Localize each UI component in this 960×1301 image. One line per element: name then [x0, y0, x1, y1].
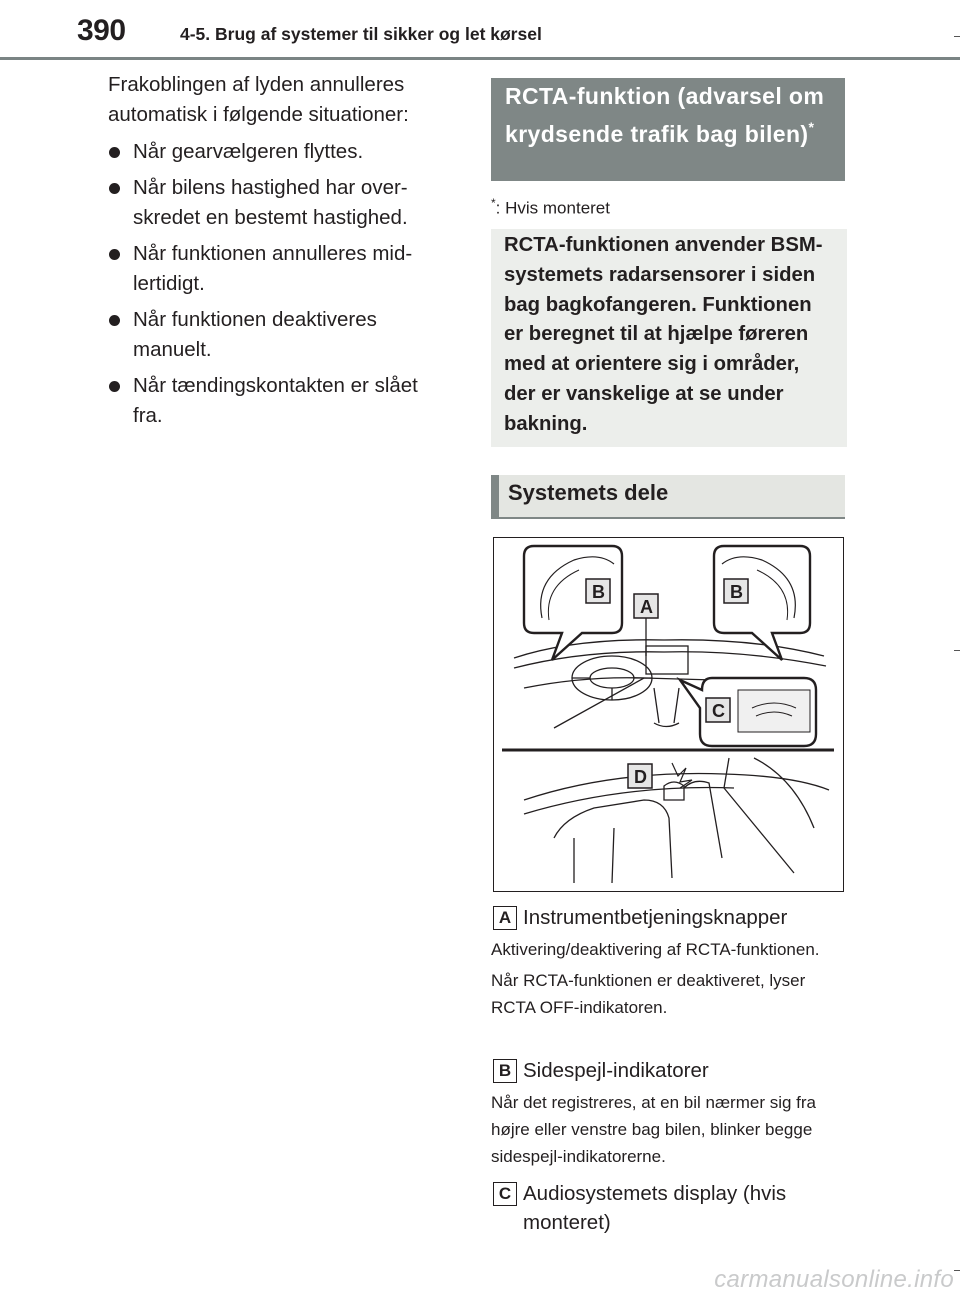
crop-mark	[954, 650, 960, 651]
part-letter-box: B	[493, 1059, 517, 1083]
page-number: 390	[77, 14, 126, 47]
part-a	[491, 903, 851, 1021]
intro-paragraph: Frakoblingen af lyden annulleres automatisk i følgende situationer:	[108, 73, 409, 126]
bullet-icon	[109, 249, 120, 260]
footnote-marker: *	[808, 119, 815, 135]
footnote: *: Hvis monteret	[491, 196, 610, 218]
part-title: Instrumentbetjeningsknapper	[523, 906, 788, 929]
label-a: A	[640, 597, 653, 617]
crop-mark	[954, 1270, 960, 1271]
part-title: Audiosystemets display (hvis monteret)	[523, 1182, 787, 1234]
part-description: Aktivering/deaktivering af RCTA-funktionen.	[491, 940, 820, 959]
watermark: carmanualsonline.info	[714, 1266, 954, 1293]
crop-mark	[954, 36, 960, 37]
part-letter-box: C	[493, 1182, 517, 1206]
list-item: Når funktionen annulleres midlertidigt.	[108, 239, 453, 299]
cancel-conditions-list	[108, 137, 453, 431]
rcta-title: RCTA-funktion (advarsel om krydsende trafik bag bilen)	[505, 83, 825, 147]
bullet-icon	[109, 315, 120, 326]
chapter-title: 4-5. Brug af systemer til sikker og let kørsel	[180, 24, 542, 44]
rcta-summary: RCTA-funktionen anvender BSM-systemets radarsensorer i siden bag bagkofangeren. Funktionen er beregnet til at hjælpe føreren med at orientere sig i områder, der er vanskelige at se under bakning.	[491, 229, 847, 447]
page-header	[0, 0, 960, 66]
part-description: Når det registreres, at en bil nærmer sig fra højre eller venstre bag bilen, blinker begge sidespejl-indikatorerne.	[491, 1093, 817, 1166]
section-heading: Systemets dele	[491, 475, 845, 519]
rcta-title-box	[491, 78, 845, 181]
label-b-right: B	[730, 582, 743, 602]
list-item: Når funktionen deaktiveres manuelt.	[108, 305, 453, 365]
list-item: Når gearvælgeren flyttes.	[108, 137, 453, 167]
list-item: Når tændingskontakten er slået fra.	[108, 371, 453, 431]
part-title: Sidespejl-indikatorer	[523, 1059, 709, 1082]
car-interior-drawing	[494, 538, 842, 890]
system-components-illustration	[493, 537, 844, 892]
list-item: Når bilens hastighed har overskredet en bestemt hastighed.	[108, 173, 453, 233]
part-b	[491, 1056, 851, 1170]
label-c: C	[712, 701, 725, 721]
part-letter-box: A	[493, 906, 517, 930]
bullet-icon	[109, 381, 120, 392]
header-divider	[0, 57, 960, 60]
bullet-icon	[109, 183, 120, 194]
bullet-icon	[109, 147, 120, 158]
left-column	[108, 70, 453, 437]
part-c	[491, 1179, 851, 1237]
part-description: Når RCTA-funktionen er deaktiveret, lyser RCTA OFF-indikatoren.	[491, 971, 806, 1017]
label-d: D	[634, 767, 647, 787]
label-b-left: B	[592, 582, 605, 602]
